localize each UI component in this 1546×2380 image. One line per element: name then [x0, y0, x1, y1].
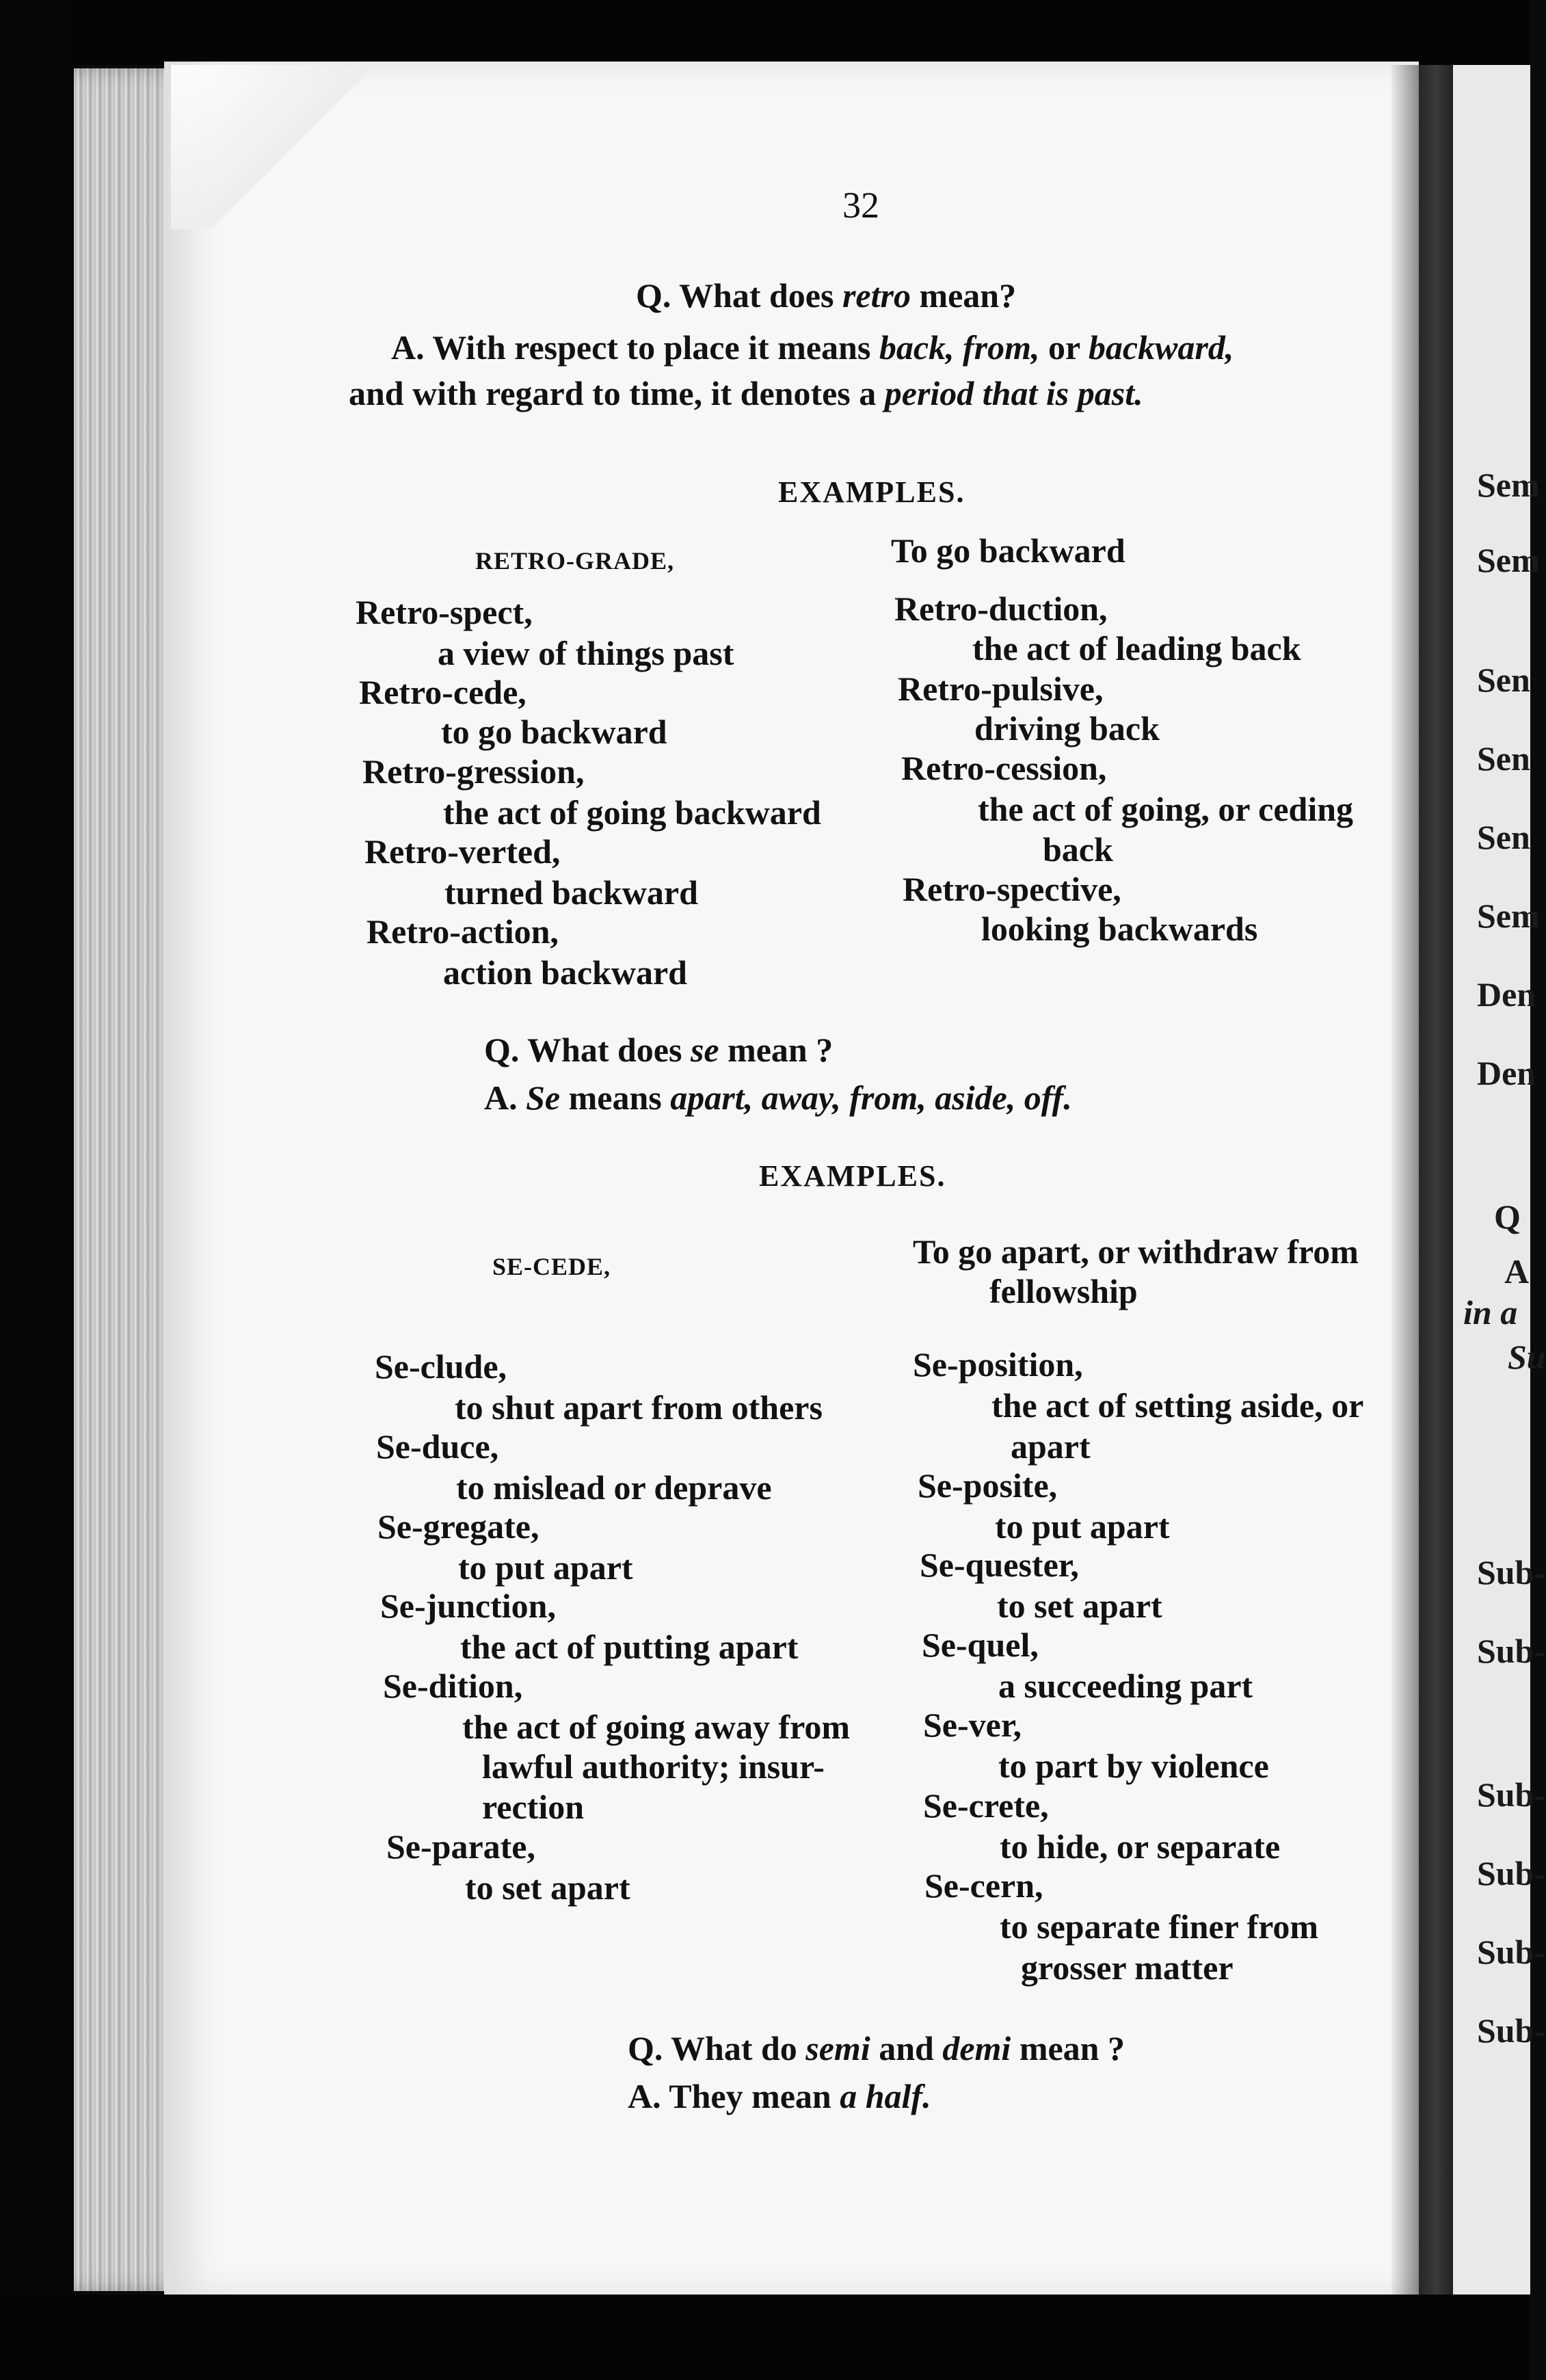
facing-text: Sem — [1477, 897, 1540, 935]
example-definition: action backward — [443, 953, 687, 992]
example-definition: looking backwards — [981, 910, 1258, 948]
example-definition: a succeeding part — [998, 1667, 1253, 1705]
example-word: Retro-cede, — [359, 673, 527, 711]
answer-retro-line1: A. With respect to place it means back, from, or backward, — [391, 328, 1234, 367]
example-definition: driving back — [974, 709, 1160, 748]
scan-border-left — [0, 0, 74, 2380]
facing-text: Sub- — [1477, 1854, 1546, 1892]
facing-page — [1453, 65, 1546, 2298]
head-definition: To go apart, or withdraw from — [913, 1232, 1359, 1271]
example-definition: turned backward — [444, 873, 698, 912]
example-definition: the act of setting aside, or — [991, 1386, 1364, 1425]
example-definition: grosser matter — [1021, 1948, 1234, 1987]
facing-text: Sen — [1477, 818, 1530, 856]
example-word: Se-cern, — [924, 1866, 1043, 1905]
example-word: Se-crete, — [923, 1786, 1049, 1825]
answer-retro-line2: and with regard to time, it denotes a period that is past. — [349, 374, 1143, 412]
answer-semi-demi: A. They mean a half. — [628, 2077, 931, 2115]
example-word: Se-junction, — [380, 1587, 556, 1625]
question-se: Q. What does se mean ? — [484, 1031, 834, 1069]
facing-text: in a — [1463, 1293, 1518, 1332]
example-definition: apart — [1011, 1427, 1091, 1466]
example-word: Se-posite, — [918, 1466, 1058, 1505]
example-definition: to hide, or separate — [1000, 1827, 1281, 1866]
example-word: Retro-verted, — [364, 832, 561, 871]
example-definition: to mislead or deprave — [456, 1468, 772, 1507]
example-word: Retro-gression, — [362, 752, 585, 791]
facing-text: Sub- — [1477, 2011, 1546, 2050]
answer-se: A. Se means apart, away, from, aside, off. — [484, 1079, 1072, 1117]
facing-text: Sen — [1477, 661, 1530, 699]
facing-text: Q — [1494, 1198, 1521, 1236]
facing-text: Den — [1477, 1054, 1536, 1092]
head-word: SE-CEDE, — [492, 1253, 611, 1280]
head-word: RETRO-GRADE, — [475, 547, 675, 574]
example-definition: to put apart — [995, 1507, 1170, 1546]
example-word: Retro-pulsive, — [898, 670, 1104, 708]
example-word: Retro-action, — [366, 912, 559, 951]
facing-text: Sub- — [1477, 1632, 1546, 1670]
example-word: Se-quel, — [922, 1626, 1039, 1664]
example-definition: a view of things past — [438, 634, 734, 672]
example-definition: the act of leading back — [972, 629, 1301, 667]
example-definition: the act of going away from — [462, 1708, 851, 1746]
example-definition: the act of going, or ceding — [978, 790, 1354, 828]
example-definition: to part by violence — [998, 1747, 1269, 1785]
facing-text: Sub- — [1477, 1553, 1546, 1591]
facing-text: Sub- — [1477, 1775, 1546, 1814]
example-word: Retro-duction, — [894, 590, 1108, 628]
page-number: 32 — [842, 185, 879, 226]
example-definition: to shut apart from others — [455, 1388, 823, 1427]
example-definition: to separate finer from — [1000, 1907, 1319, 1946]
examples-heading: EXAMPLES. — [759, 1159, 946, 1193]
example-definition: to set apart — [465, 1868, 630, 1907]
example-definition: rection — [482, 1788, 585, 1826]
example-definition: to go backward — [441, 713, 667, 751]
example-word: Retro-spect, — [356, 593, 533, 631]
facing-text: Sen — [1477, 739, 1530, 778]
example-word: Se-parate, — [386, 1827, 535, 1866]
example-definition: lawful authority; insur- — [482, 1747, 825, 1786]
facing-text: A — [1504, 1252, 1530, 1291]
question-retro: Q. What does retro mean? — [636, 276, 1017, 315]
head-definition: fellowship — [989, 1272, 1138, 1310]
example-word: Se-quester, — [920, 1546, 1079, 1584]
facing-text: Sem — [1477, 466, 1540, 504]
example-word: Se-position, — [913, 1345, 1083, 1384]
question-semi-demi: Q. What do semi and demi mean ? — [628, 2029, 1125, 2067]
example-definition: to set apart — [997, 1587, 1162, 1625]
example-word: Se-dition, — [383, 1667, 523, 1705]
head-definition: To go backward — [891, 531, 1125, 570]
example-definition: to put apart — [458, 1548, 633, 1587]
facing-text: Su — [1508, 1338, 1546, 1376]
example-definition: the act of going backward — [443, 793, 821, 832]
example-definition: back — [1043, 830, 1113, 869]
examples-heading: EXAMPLES. — [778, 475, 965, 509]
book-gutter — [1391, 65, 1456, 2298]
scan-border-top — [0, 0, 1530, 65]
page-corner-fold — [171, 65, 376, 229]
scan-border-bottom — [0, 2295, 1530, 2380]
facing-text: Sub- — [1477, 1933, 1546, 1971]
example-word: Se-gregate, — [377, 1507, 539, 1546]
example-word: Se-ver, — [923, 1706, 1022, 1744]
example-word: Se-duce, — [376, 1427, 499, 1466]
example-word: Se-clude, — [375, 1347, 507, 1386]
example-word: Retro-cession, — [901, 749, 1107, 787]
example-definition: the act of putting apart — [460, 1628, 799, 1666]
example-word: Retro-spective, — [903, 870, 1121, 908]
facing-text: Sem — [1477, 541, 1540, 579]
facing-text: Den — [1477, 975, 1536, 1014]
